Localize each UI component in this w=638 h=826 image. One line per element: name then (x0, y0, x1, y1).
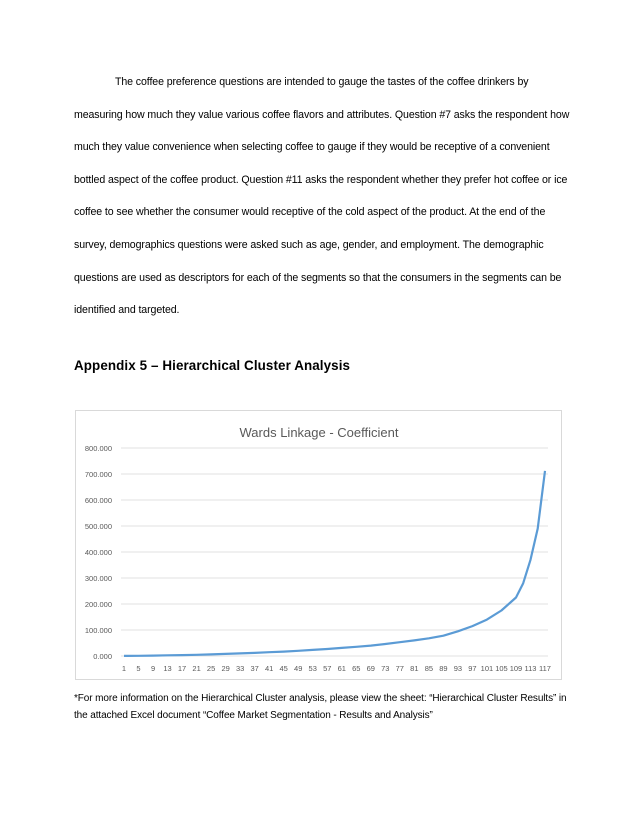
x-tick-label: 25 (206, 664, 216, 673)
x-tick-label: 101 (480, 664, 494, 673)
x-tick-label: 93 (453, 664, 463, 673)
y-tick-label: 400.000 (84, 548, 112, 557)
x-tick-label: 9 (150, 664, 156, 673)
x-tick-label: 61 (337, 664, 346, 673)
x-axis-ticks (122, 664, 551, 673)
y-tick-label: 800.000 (84, 444, 112, 453)
x-tick-label: 41 (265, 664, 274, 673)
y-tick-label: 200.000 (84, 600, 112, 609)
y-tick-label: 500.000 (84, 522, 112, 531)
x-tick-label: 29 (221, 664, 230, 673)
y-tick-label: 700.000 (84, 470, 112, 479)
chart-gridlines (121, 448, 548, 656)
chart-container (75, 410, 562, 680)
x-tick-label: 1 (121, 664, 127, 673)
x-tick-label: 37 (250, 664, 259, 673)
x-tick-label: 77 (395, 664, 404, 673)
footnote: *For more information on the Hierarchical Cluster analysis, please view the sheet: “Hierarchical Cluster Results” in the attached Excel document “Coffee Market Segmentation - Results and Analysis” (74, 693, 567, 721)
x-tick-label: 33 (235, 664, 245, 673)
x-tick-label: 69 (366, 664, 375, 673)
y-tick-label: 0.000 (93, 652, 112, 661)
x-tick-label: 73 (381, 664, 390, 673)
x-tick-label: 117 (539, 664, 551, 673)
x-tick-label: 113 (524, 664, 537, 673)
x-tick-label: 105 (495, 664, 508, 673)
x-tick-label: 109 (509, 664, 523, 673)
y-tick-label: 100.000 (84, 626, 112, 635)
x-tick-label: 85 (424, 664, 434, 673)
series-line (124, 471, 545, 656)
body-paragraph: The coffee preference questions are intended to gauge the tastes of the coffee drinkers by measuring how much they value various coffee flavors and attributes. Question #7 asks the respondent how much they value convenience when selecting coffee to gauge if they would be receptive of a convenient bottled aspect of the coffee product. Question #11 asks the respondent whether they prefer hot coffee or ice coffee to see whether the consumer would receptive of the cold aspect of the product. At the end of the survey, demographics questions were asked such as age, gender, and employment. The demographic questions are used as descriptors for each of the segments so that the consumers in the segments can be identified and targeted. (74, 76, 570, 317)
x-tick-label: 49 (294, 664, 303, 673)
x-tick-label: 13 (163, 664, 172, 673)
line-chart (76, 411, 563, 681)
appendix-heading: Appendix 5 – Hierarchical Cluster Analysis (74, 358, 351, 373)
chart-title: Wards Linkage - Coefficient (239, 425, 399, 440)
y-tick-label: 600.000 (84, 496, 112, 505)
x-tick-label: 89 (439, 664, 448, 673)
x-tick-label: 21 (192, 664, 201, 673)
x-tick-label: 45 (279, 664, 288, 673)
x-tick-label: 81 (410, 664, 419, 673)
y-axis-ticks (85, 444, 112, 661)
y-tick-label: 300.000 (84, 574, 112, 583)
x-tick-label: 53 (308, 664, 317, 673)
x-tick-label: 17 (177, 664, 187, 673)
x-tick-label: 65 (352, 664, 361, 673)
x-tick-label: 57 (323, 664, 332, 673)
x-tick-label: 5 (136, 664, 141, 673)
x-tick-label: 97 (468, 664, 477, 673)
